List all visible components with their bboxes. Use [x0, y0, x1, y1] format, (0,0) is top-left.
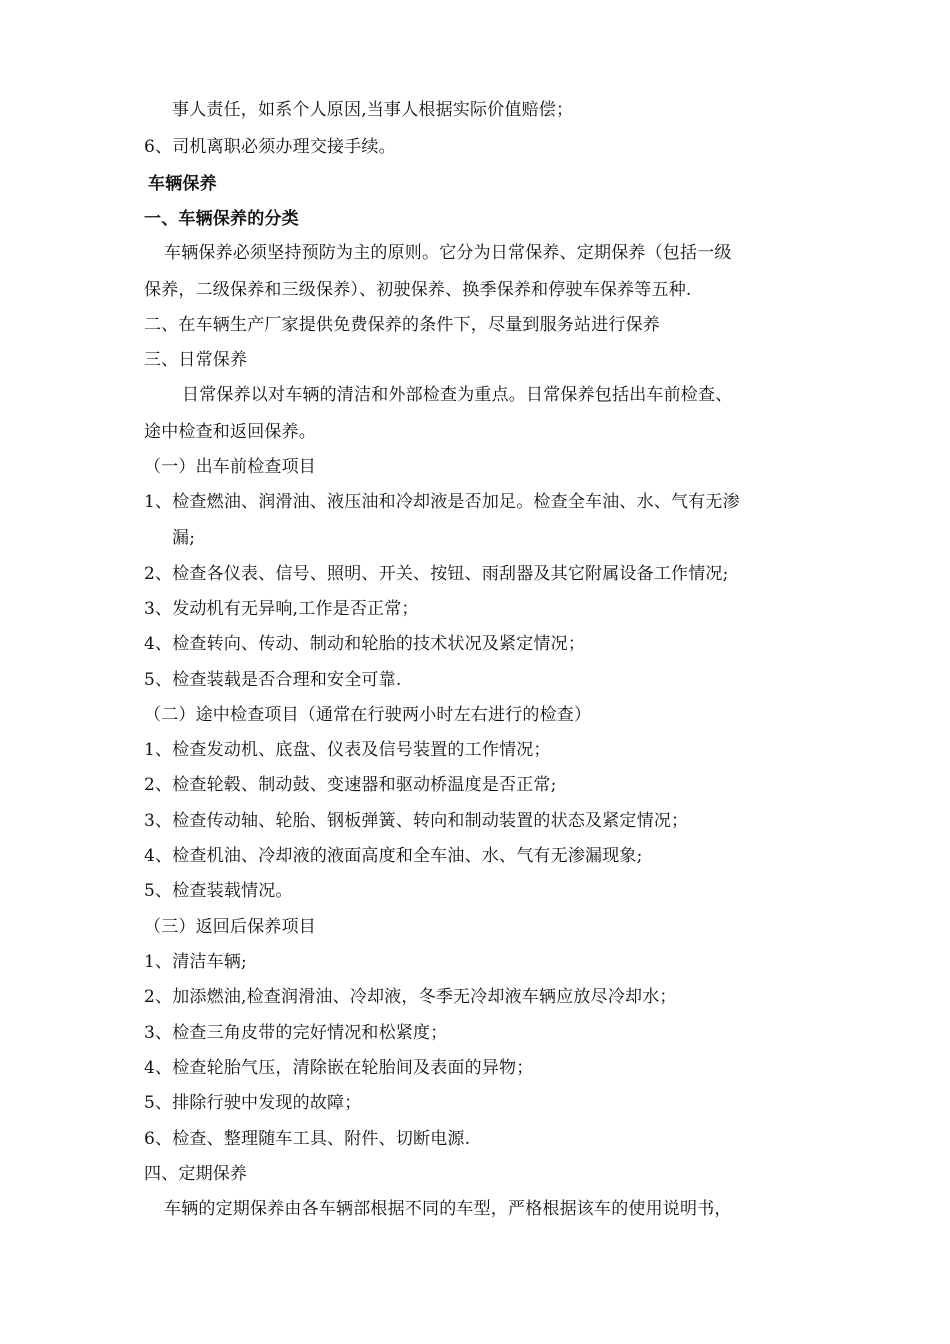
list-item: 4、检查转向、传动、制动和轮胎的技术状况及紧定情况；: [144, 634, 586, 654]
subsection-heading: （二）途中检查项目（通常在行驶两小时左右进行的检查）: [144, 705, 592, 725]
list-item: 4、检查机油、冷却液的液面高度和全车油、水、气有无渗漏现象;: [144, 846, 643, 866]
list-item-continuation: 漏;: [172, 528, 196, 548]
list-item: 6、检查、整理随车工具、附件、切断电源.: [144, 1129, 471, 1149]
paragraph-line: 车辆的定期保养由各车辆部根据不同的车型，严格根据该车的使用说明书，: [164, 1199, 732, 1219]
section-heading: 一、车辆保养的分类: [144, 209, 299, 229]
list-item: 4、检查轮胎气压，清除嵌在轮胎间及表面的异物；: [144, 1058, 534, 1078]
paragraph-line: 保养，二级保养和三级保养）、初驶保养、换季保养和停驶车保养等五种.: [144, 280, 692, 300]
subsection-heading: （三）返回后保养项目: [144, 917, 316, 937]
section-heading: 四、定期保养: [144, 1164, 248, 1184]
list-item: 2、检查各仪表、信号、照明、开关、按钮、雨刮器及其它附属设备工作情况;: [144, 564, 729, 584]
list-item: 1、检查发动机、底盘、仪表及信号装置的工作情况；: [144, 740, 551, 760]
list-item: 1、检查燃油、润滑油、液压油和冷却液是否加足。检查全车油、水、气有无渗: [144, 492, 740, 512]
list-item: 5、排除行驶中发现的故障；: [144, 1093, 362, 1113]
subsection-heading: （一）出车前检查项目: [144, 457, 316, 477]
section-heading: 三、日常保养: [144, 350, 248, 370]
paragraph-line: 事人责任，如系个人原因,当事人根据实际价值赔偿；: [172, 100, 574, 120]
paragraph-line: 车辆保养必须坚持预防为主的原则。它分为日常保养、定期保养（包括一级: [164, 243, 732, 263]
list-item: 3、检查传动轴、轮胎、钢板弹簧、转向和制动装置的状态及紧定情况；: [144, 811, 689, 831]
list-item: 6、司机离职必须办理交接手续。: [144, 137, 396, 157]
paragraph-line: 途中检查和返回保养。: [144, 422, 316, 442]
list-item: 2、加添燃油,检查润滑油、冷却液，冬季无冷却液车辆应放尽冷却水；: [144, 987, 677, 1007]
list-item: 1、清洁车辆;: [144, 952, 247, 972]
list-item: 2、检查轮毂、制动鼓、变速器和驱动桥温度是否正常;: [144, 775, 557, 795]
section-title: 车辆保养: [148, 174, 217, 194]
paragraph-line: 日常保养以对车辆的清洁和外部检查为重点。日常保养包括出车前检查、: [182, 385, 733, 405]
list-item: 5、检查装载情况。: [144, 881, 293, 901]
list-item: 3、检查三角皮带的完好情况和松紧度；: [144, 1023, 448, 1043]
list-item: 3、发动机有无异响,工作是否正常；: [144, 599, 419, 619]
list-item: 5、检查装载是否合理和安全可靠.: [144, 670, 402, 690]
section-heading: 二、在车辆生产厂家提供免费保养的条件下，尽量到服务站进行保养: [144, 315, 660, 335]
